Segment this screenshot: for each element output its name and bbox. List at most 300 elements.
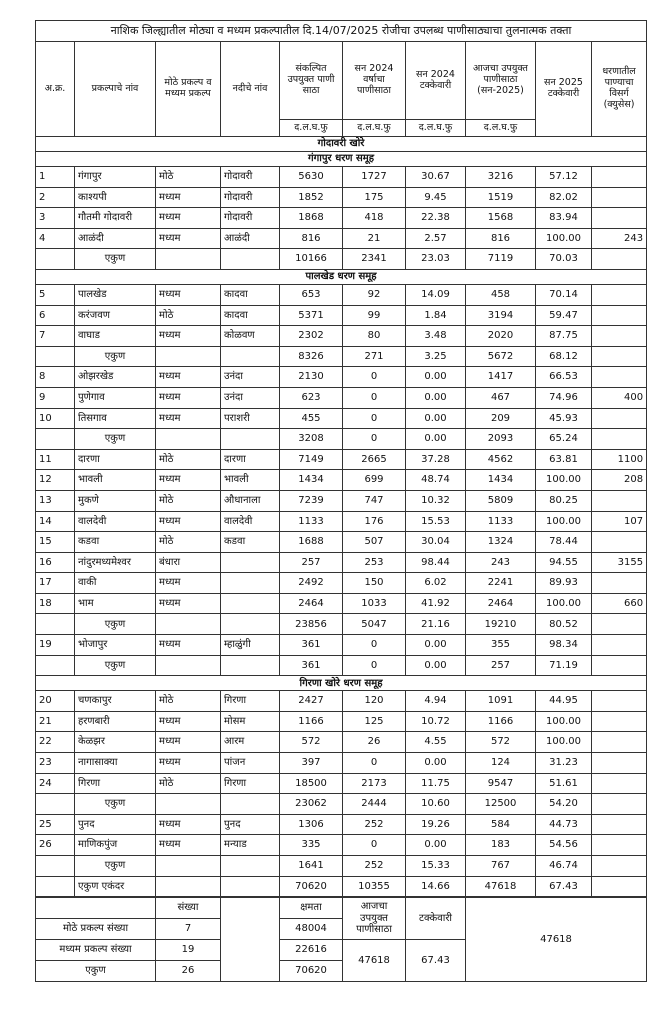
capacity-value: 1852 (280, 187, 343, 208)
stock-2025-value: 816 (466, 228, 536, 249)
pct-2025-value: 46.74 (536, 856, 592, 877)
capacity-value: 361 (280, 655, 343, 676)
table-row (36, 753, 647, 774)
type-cell (156, 346, 221, 367)
unit-label: द.ल.घ.फु (466, 120, 536, 137)
capacity-value: 8326 (280, 346, 343, 367)
stock-2024-value: 1727 (343, 167, 406, 188)
pct-2025-value: 100.00 (536, 732, 592, 753)
sr-cell (36, 655, 75, 676)
discharge-value: 3155 (592, 552, 647, 573)
table-row (36, 387, 647, 408)
pct-2025-value: 94.55 (536, 552, 592, 573)
stock-2025-value: 257 (466, 655, 536, 676)
project-name: तिसगाव (75, 408, 156, 429)
sr-cell: 1 (36, 167, 75, 188)
river-name: म्हाळुंगी (221, 635, 280, 656)
capacity-value: 455 (280, 408, 343, 429)
pct-2025-value: 70.14 (536, 284, 592, 305)
river-name: पुनद (221, 814, 280, 835)
pct-2024-value: 48.74 (406, 470, 466, 491)
stock-2024-value: 699 (343, 470, 406, 491)
stock-2024-value: 747 (343, 490, 406, 511)
discharge-value (592, 876, 647, 897)
stock-2024-value: 10355 (343, 876, 406, 897)
table-row (36, 552, 647, 573)
project-type: मोठे (156, 449, 221, 470)
river-name (221, 593, 280, 614)
pct-2024-value: 21.16 (406, 614, 466, 635)
river-name: गिरणा (221, 691, 280, 712)
discharge-value (592, 408, 647, 429)
pct-2024-value: 4.55 (406, 732, 466, 753)
capacity-value: 361 (280, 635, 343, 656)
table-row (36, 187, 647, 208)
project-type: मध्यम (156, 367, 221, 388)
project-name: वाकी (75, 573, 156, 594)
pct-2024-value: 0.00 (406, 408, 466, 429)
type-cell (156, 856, 221, 877)
project-type: मध्यम (156, 814, 221, 835)
stock-2025-value: 1166 (466, 711, 536, 732)
discharge-value (592, 814, 647, 835)
pct-2025-value: 70.03 (536, 249, 592, 270)
river-name: गिरणा (221, 773, 280, 794)
discharge-value (592, 167, 647, 188)
summary-total-capacity: 70620 (280, 961, 343, 982)
summary-blank (36, 898, 156, 919)
discharge-value (592, 753, 647, 774)
capacity-value: 23856 (280, 614, 343, 635)
discharge-value: 1100 (592, 449, 647, 470)
discharge-value (592, 635, 647, 656)
stock-2025-value: 584 (466, 814, 536, 835)
discharge-value: 208 (592, 470, 647, 491)
stock-2024-value: 0 (343, 635, 406, 656)
capacity-value: 1306 (280, 814, 343, 835)
pct-2024-value: 11.75 (406, 773, 466, 794)
stock-2025-value: 4562 (466, 449, 536, 470)
capacity-value: 816 (280, 228, 343, 249)
project-name: मुकणे (75, 490, 156, 511)
discharge-value (592, 732, 647, 753)
capacity-value: 2302 (280, 326, 343, 347)
subtotal-row (36, 429, 647, 450)
project-type: मध्यम (156, 326, 221, 347)
project-name: पुनद (75, 814, 156, 835)
sr-cell: 25 (36, 814, 75, 835)
table-row (36, 511, 647, 532)
total-label: एकुण (75, 655, 156, 676)
total-label: एकुण (75, 614, 156, 635)
capacity-value: 1434 (280, 470, 343, 491)
stock-2025-value: 1417 (466, 367, 536, 388)
pct-2024-value: 37.28 (406, 449, 466, 470)
header-stock-2024: सन 2024 वर्षाचा पाणीसाठा (343, 42, 406, 120)
type-cell (156, 249, 221, 270)
project-name: गंगापुर (75, 167, 156, 188)
project-name: केळझर (75, 732, 156, 753)
type-cell (156, 876, 221, 897)
stock-2024-value: 2665 (343, 449, 406, 470)
capacity-value: 5630 (280, 167, 343, 188)
stock-2024-value: 252 (343, 814, 406, 835)
project-name: हरणबारी (75, 711, 156, 732)
group-title: पालखेड धरण समूह (36, 269, 647, 284)
pct-2025-value: 31.23 (536, 753, 592, 774)
type-cell (156, 794, 221, 815)
pct-2024-value: 19.26 (406, 814, 466, 835)
summary-stock-value: 47618 (343, 940, 406, 982)
stock-2024-value: 125 (343, 711, 406, 732)
project-name: दारणा (75, 449, 156, 470)
pct-2025-value: 87.75 (536, 326, 592, 347)
stock-2024-value: 0 (343, 387, 406, 408)
discharge-value (592, 655, 647, 676)
discharge-value (592, 773, 647, 794)
table-row (36, 532, 647, 553)
total-label: एकुण (75, 429, 156, 450)
pct-2025-value: 59.47 (536, 305, 592, 326)
sr-cell (36, 429, 75, 450)
table-row (36, 167, 647, 188)
header-pct-2024: सन 2024 टक्केवारी (406, 42, 466, 120)
type-cell (156, 614, 221, 635)
summary-pct-value: 67.43 (406, 940, 466, 982)
sr-cell: 16 (36, 552, 75, 573)
capacity-value: 5371 (280, 305, 343, 326)
pct-2025-value: 82.02 (536, 187, 592, 208)
sr-cell: 4 (36, 228, 75, 249)
pct-2025-value: 78.44 (536, 532, 592, 553)
capacity-value: 653 (280, 284, 343, 305)
project-name: काश्यपी (75, 187, 156, 208)
pct-2024-value: 0.00 (406, 635, 466, 656)
stock-2024-value: 271 (343, 346, 406, 367)
sr-cell: 21 (36, 711, 75, 732)
total-label: एकुण (75, 346, 156, 367)
sr-cell: 6 (36, 305, 75, 326)
unit-label: द.ल.घ.फु (280, 120, 343, 137)
pct-2024-value: 10.60 (406, 794, 466, 815)
header-stock-2025: आजचा उपयुक्त पाणीसाठा (सन-2025) (466, 42, 536, 120)
header-sr: अ.क्र. (36, 42, 75, 137)
stock-2024-value: 0 (343, 835, 406, 856)
river-name: मन्याड (221, 835, 280, 856)
stock-2025-value: 183 (466, 835, 536, 856)
table-row (36, 284, 647, 305)
stock-2025-value: 47618 (466, 876, 536, 897)
project-name: करंजवण (75, 305, 156, 326)
pct-2024-value: 30.67 (406, 167, 466, 188)
pct-2024-value: 3.48 (406, 326, 466, 347)
project-type: मोठे (156, 167, 221, 188)
pct-2025-value: 80.25 (536, 490, 592, 511)
capacity-value: 2427 (280, 691, 343, 712)
table-row (36, 773, 647, 794)
capacity-value: 1641 (280, 856, 343, 877)
discharge-value (592, 835, 647, 856)
stock-2025-value: 209 (466, 408, 536, 429)
project-name: नागासाक्या (75, 753, 156, 774)
stock-2024-value: 418 (343, 208, 406, 229)
table-row (36, 490, 647, 511)
header-capacity: संकल्पित उपयुक्त पाणी साठा (280, 42, 343, 120)
project-type: मध्यम (156, 187, 221, 208)
river-name: आरम (221, 732, 280, 753)
sr-cell: 22 (36, 732, 75, 753)
sr-cell: 23 (36, 753, 75, 774)
subtotal-row (36, 655, 647, 676)
summary-stock-header: आजचा उपयुक्त पाणीसाठा (343, 898, 406, 940)
stock-2024-value: 2444 (343, 794, 406, 815)
pct-2024-value: 2.57 (406, 228, 466, 249)
header-name: प्रकल्पाचे नांव (75, 42, 156, 137)
river-cell (221, 876, 280, 897)
stock-2025-value: 9547 (466, 773, 536, 794)
sr-cell: 8 (36, 367, 75, 388)
river-name: मोसम (221, 711, 280, 732)
table-row (36, 326, 647, 347)
project-type: मध्यम (156, 593, 221, 614)
capacity-value: 1688 (280, 532, 343, 553)
pct-2025-value: 100.00 (536, 711, 592, 732)
discharge-value: 400 (592, 387, 647, 408)
pct-2024-value: 15.53 (406, 511, 466, 532)
stock-2025-value: 7119 (466, 249, 536, 270)
capacity-value: 1166 (280, 711, 343, 732)
pct-2025-value: 100.00 (536, 593, 592, 614)
pct-2025-value: 63.81 (536, 449, 592, 470)
grand-total-row (36, 876, 647, 897)
group-title: गिरणा खोरे धरण समूह (36, 676, 647, 691)
pct-2025-value: 66.53 (536, 367, 592, 388)
summary-total-label: एकुण (36, 961, 156, 982)
project-name: पुणेगाव (75, 387, 156, 408)
river-name (221, 552, 280, 573)
capacity-value: 2130 (280, 367, 343, 388)
pct-2025-value: 100.00 (536, 470, 592, 491)
capacity-value: 70620 (280, 876, 343, 897)
river-name: कडवा (221, 532, 280, 553)
stock-2024-value: 99 (343, 305, 406, 326)
summary-total-count: 26 (156, 961, 221, 982)
sr-cell: 19 (36, 635, 75, 656)
capacity-value: 18500 (280, 773, 343, 794)
pct-2025-value: 74.96 (536, 387, 592, 408)
capacity-value: 397 (280, 753, 343, 774)
river-name: दारणा (221, 449, 280, 470)
sr-cell: 24 (36, 773, 75, 794)
pct-2024-value: 0.00 (406, 753, 466, 774)
water-storage-sheet (35, 20, 646, 982)
stock-2024-value: 92 (343, 284, 406, 305)
discharge-value: 660 (592, 593, 647, 614)
project-type: मोठे (156, 773, 221, 794)
pct-2025-value: 54.20 (536, 794, 592, 815)
header-pct-2025: सन 2025 टक्केवारी (536, 42, 592, 137)
stock-2025-value: 2093 (466, 429, 536, 450)
pct-2024-value: 41.92 (406, 593, 466, 614)
pct-2024-value: 30.04 (406, 532, 466, 553)
stock-2025-value: 767 (466, 856, 536, 877)
discharge-value (592, 794, 647, 815)
project-name: गौतमी गोदावरी (75, 208, 156, 229)
sr-cell: 14 (36, 511, 75, 532)
project-type: मध्यम (156, 753, 221, 774)
discharge-value (592, 326, 647, 347)
discharge-value (592, 573, 647, 594)
total-label: एकुण (75, 856, 156, 877)
pct-2024-value: 0.00 (406, 387, 466, 408)
project-name: गिरणा (75, 773, 156, 794)
river-cell (221, 249, 280, 270)
stock-2024-value: 252 (343, 856, 406, 877)
stock-2025-value: 2020 (466, 326, 536, 347)
discharge-value (592, 691, 647, 712)
project-type: मध्यम (156, 228, 221, 249)
total-label: एकुण (75, 249, 156, 270)
river-name: गोदावरी (221, 167, 280, 188)
capacity-value: 623 (280, 387, 343, 408)
summary-mid-capacity: 22616 (280, 940, 343, 961)
sr-cell: 5 (36, 284, 75, 305)
stock-2025-value: 1091 (466, 691, 536, 712)
project-name: वाघाड (75, 326, 156, 347)
stock-2025-value: 243 (466, 552, 536, 573)
project-type: मोठे (156, 691, 221, 712)
pct-2025-value: 51.61 (536, 773, 592, 794)
table-row (36, 635, 647, 656)
pct-2024-value: 6.02 (406, 573, 466, 594)
river-name: कादवा (221, 284, 280, 305)
pct-2024-value: 1.84 (406, 305, 466, 326)
summary-capacity-header: क्षमता (280, 898, 343, 919)
pct-2024-value: 0.00 (406, 367, 466, 388)
pct-2025-value: 98.34 (536, 635, 592, 656)
subtotal-row (36, 856, 647, 877)
pct-2024-value: 14.09 (406, 284, 466, 305)
header-discharge: धरणातील पाण्याचा विसर्ग (क्युसेस) (592, 42, 647, 137)
discharge-value (592, 187, 647, 208)
sr-cell (36, 794, 75, 815)
discharge-value (592, 711, 647, 732)
project-name: भावली (75, 470, 156, 491)
sr-cell: 17 (36, 573, 75, 594)
stock-2025-value: 1324 (466, 532, 536, 553)
river-name: उनंदा (221, 367, 280, 388)
header-river: नदीचे नांव (221, 42, 280, 137)
page-title: नाशिक जिल्ह्यातील मोठ्या व मध्यम प्रकल्पातील दि.14/07/2025 रोजीचा उपलब्ध पाणीसाठ्याचा तुलनात्मक तक्ता (36, 21, 647, 42)
table-row (36, 449, 647, 470)
stock-2024-value: 150 (343, 573, 406, 594)
sr-cell: 7 (36, 326, 75, 347)
sr-cell: 12 (36, 470, 75, 491)
sr-cell: 11 (36, 449, 75, 470)
project-type: मध्यम (156, 284, 221, 305)
capacity-value: 7239 (280, 490, 343, 511)
discharge-value (592, 856, 647, 877)
capacity-value: 2492 (280, 573, 343, 594)
stock-2025-value: 572 (466, 732, 536, 753)
capacity-value: 1133 (280, 511, 343, 532)
capacity-value: 335 (280, 835, 343, 856)
table-row (36, 732, 647, 753)
pct-2024-value: 15.33 (406, 856, 466, 877)
project-type: मध्यम (156, 408, 221, 429)
stock-2024-value: 176 (343, 511, 406, 532)
table-row (36, 593, 647, 614)
stock-2025-value: 467 (466, 387, 536, 408)
summary-mid-count: 19 (156, 940, 221, 961)
discharge-value: 243 (592, 228, 647, 249)
pct-2025-value: 80.52 (536, 614, 592, 635)
table-row (36, 470, 647, 491)
project-name: भोजापुर (75, 635, 156, 656)
subtotal-row (36, 614, 647, 635)
stock-2024-value: 21 (343, 228, 406, 249)
table-row (36, 814, 647, 835)
pct-2025-value: 83.94 (536, 208, 592, 229)
pct-2025-value: 68.12 (536, 346, 592, 367)
table-row (36, 711, 647, 732)
project-name: वालदेवी (75, 511, 156, 532)
river-name: उनंदा (221, 387, 280, 408)
project-type: मध्यम (156, 511, 221, 532)
pct-2024-value: 4.94 (406, 691, 466, 712)
stock-2024-value: 80 (343, 326, 406, 347)
pct-2024-value: 14.66 (406, 876, 466, 897)
stock-2025-value: 1568 (466, 208, 536, 229)
sr-cell (36, 249, 75, 270)
sr-cell: 10 (36, 408, 75, 429)
table-row (36, 367, 647, 388)
type-cell (156, 655, 221, 676)
stock-2025-value: 1519 (466, 187, 536, 208)
table-row (36, 691, 647, 712)
project-name: माणिकपुंज (75, 835, 156, 856)
project-type: बंधारा (156, 552, 221, 573)
stock-2024-value: 175 (343, 187, 406, 208)
sr-cell: 15 (36, 532, 75, 553)
capacity-value: 572 (280, 732, 343, 753)
pct-2024-value: 0.00 (406, 835, 466, 856)
capacity-value: 2464 (280, 593, 343, 614)
project-type: मध्यम (156, 208, 221, 229)
stock-2024-value: 253 (343, 552, 406, 573)
pct-2024-value: 23.03 (406, 249, 466, 270)
discharge-value (592, 305, 647, 326)
project-name: आळंदी (75, 228, 156, 249)
pct-2025-value: 54.56 (536, 835, 592, 856)
sr-cell: 26 (36, 835, 75, 856)
stock-2024-value: 2341 (343, 249, 406, 270)
sr-cell (36, 614, 75, 635)
project-type: मध्यम (156, 835, 221, 856)
pct-2025-value: 71.19 (536, 655, 592, 676)
stock-2024-value: 2173 (343, 773, 406, 794)
river-cell (221, 655, 280, 676)
project-name: ओझरखेड (75, 367, 156, 388)
river-name: आळंदी (221, 228, 280, 249)
river-name: कोळवण (221, 326, 280, 347)
stock-2025-value: 1434 (466, 470, 536, 491)
river-name: कादवा (221, 305, 280, 326)
river-name: गोदावरी (221, 208, 280, 229)
project-type: मध्यम (156, 470, 221, 491)
discharge-value (592, 429, 647, 450)
discharge-value (592, 208, 647, 229)
